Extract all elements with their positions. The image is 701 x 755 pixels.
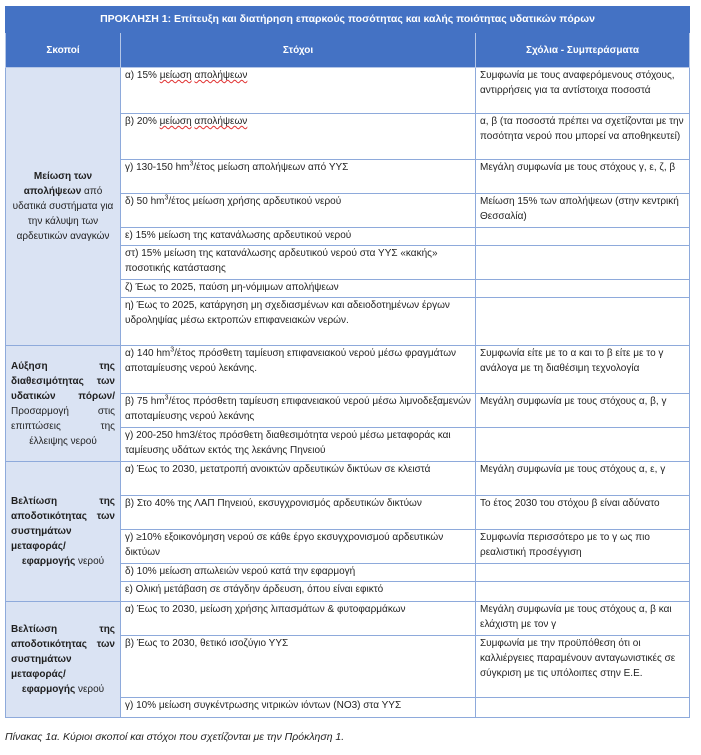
target-cell: α) Έως το 2030, μείωση χρήσης λιπασμάτων & φυτοφαρμάκων [121,602,476,636]
target-cell: ε) Ολική μετάβαση σε στάγδην άρδευση, όπου είναι εφικτό [121,582,476,602]
target-cell: η) Έως το 2025, κατάργηση μη σχεδιασμένων και αδειοδοτημένων έργων υδροληψίας μέσω εκτροπών επιφανειακών νερών. [121,298,476,346]
comment-cell [476,298,690,346]
header-goals: Σκοποί [6,33,121,68]
target-cell: α) 15% μείωση απολήψεων [121,68,476,114]
goal-cell-2: Αύξηση της διαθεσιμότητας των υδατικών πόρων/ Προσαρμογή στις επιπτώσεις της έλλειψης νερού [6,346,121,462]
comment-cell: Μεγάλη συμφωνία με τους στόχους γ, ε, ζ, β [476,160,690,194]
target-cell: γ) 130-150 $hm^3$/έτος μείωση απολήψεων από ΥΥΣ [121,160,476,194]
target-cell: α) 140 $hm^3$/έτος πρόσθετη ταμίευση επιφανειακού νερού μέσω φραγμάτων αποταμίευσης νερού λεκάνης. [121,346,476,394]
target-cell: δ) 50 $hm^3$/έτος μείωση χρήσης αρδευτικού νερού [121,194,476,228]
goal-cell-1: Μείωση των απολήψεων από υδατικά συστήματα για την κάλυψη των αρδευτικών αναγκών [6,68,121,346]
table-title-row [6,7,690,33]
header-targets: Στόχοι [121,33,476,68]
comment-cell [476,698,690,718]
target-cell: γ) 10% μείωση συγκέντρωσης νιτρικών ιόντων (ΝΟ3) στα ΥΥΣ [121,698,476,718]
target-cell: β) Έως το 2030, θετικό ισοζύγιο ΥΥΣ [121,636,476,698]
goal-cell-3: Βελτίωση της αποδοτικότητας των συστημάτων μεταφοράς/ εφαρμογής νερού [6,462,121,602]
comment-cell: Συμφωνία είτε με το α και το β είτε με το γ ανάλογα με τη διαθέσιμη τεχνολογία [476,346,690,394]
target-cell: στ) 15% μείωση της κατανάλωσης αρδευτικού νερού στα ΥΥΣ «κακής» ποσοτικής κατάστασης [121,246,476,280]
header-comments: Σχόλια - Συμπεράσματα [476,33,690,68]
table-header-row [6,33,690,68]
target-cell: ζ) Έως το 2025, παύση μη-νόμιμων απολήψεων [121,280,476,298]
challenge-table [5,6,690,718]
target-cell: β) 20% μείωση απολήψεων [121,114,476,160]
goal-cell-4: Βελτίωση της αποδοτικότητας των συστημάτων μεταφοράς/ εφαρμογής νερού [6,602,121,718]
comment-cell: Μεγάλη συμφωνία με τους στόχους α, β, γ [476,394,690,428]
comment-cell [476,582,690,602]
table-row [6,346,690,394]
comment-cell [476,228,690,246]
table-title: ΠΡΟΚΛΗΣΗ 1: Επίτευξη και διατήρηση επαρκούς ποσότητας και καλής ποιότητας υδατικών πόρων [6,7,690,33]
comment-cell [476,280,690,298]
comment-cell: Συμφωνία περισσότερο με το γ ως πιο ρεαλιστική προσέγγιση [476,530,690,564]
target-cell: δ) 10% μείωση απωλειών νερού κατά την εφαρμογή [121,564,476,582]
comment-cell: Συμφωνία με τους αναφερόμενους στόχους, αντιρρήσεις για τα αντίστοιχα ποσοστά [476,68,690,114]
comment-cell: Μείωση 15% των απολήψεων (στην κεντρική Θεσσαλία) [476,194,690,228]
target-cell: γ) 200-250 hm3/έτος πρόσθετη διαθεσιμότητα νερού μέσω μεταφοράς και ταμίευσης υδάτων εκτός της λεκάνης Πηνειού [121,428,476,462]
comment-cell: Μεγάλη συμφωνία με τους στόχους α, ε, γ [476,462,690,496]
comment-cell: Το έτος 2030 του στόχου β είναι αδύνατο [476,496,690,530]
target-cell: α) Έως το 2030, μετατροπή ανοικτών αρδευτικών δικτύων σε κλειστά [121,462,476,496]
challenge-table-wrapper [5,6,689,718]
table-row [6,462,690,496]
comment-cell [476,428,690,462]
table-caption: Πίνακας 1α. Κύριοι σκοποί και στόχοι που σχετίζονται με την Πρόκληση 1. [5,731,345,743]
comment-cell [476,246,690,280]
comment-cell [476,564,690,582]
target-cell: β) Στο 40% της ΛΑΠ Πηνειού, εκσυγχρονισμός αρδευτικών δικτύων [121,496,476,530]
comment-cell: Συμφωνία με την προϋπόθεση ότι οι καλλιέργειες παραμένουν ανταγωνιστικές σε σύγκριση με τις υπόλοιπες στην Ε.Ε. [476,636,690,698]
target-cell: γ) ≥10% εξοικονόμηση νερού σε κάθε έργο εκσυγχρονισμού αρδευτικών δικτύων [121,530,476,564]
comment-cell: Μεγάλη συμφωνία με τους στόχους α, β και ελάχιστη με τον γ [476,602,690,636]
target-cell: ε) 15% μείωση της κατανάλωσης αρδευτικού νερού [121,228,476,246]
table-row [6,68,690,114]
table-row [6,602,690,636]
comment-cell: α, β (τα ποσοστά πρέπει να σχετίζονται με την ποσότητα νερού που μπορεί να αποθηκευτεί) [476,114,690,160]
target-cell: β) 75 $hm^3$/έτος πρόσθετη ταμίευση επιφανειακού νερού μέσω λιμνοδεξαμενών αποταμίευσης νερού λεκάνης [121,394,476,428]
